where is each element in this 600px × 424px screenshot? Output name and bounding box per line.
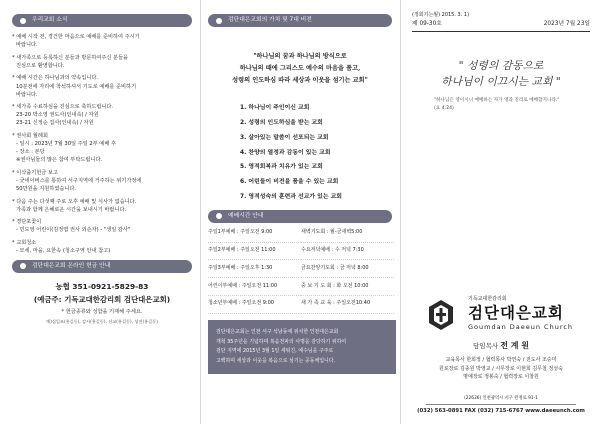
offering-info xyxy=(12,281,192,326)
vision-item: 2. 성령의 인도하심을 받는 교회 xyxy=(240,120,323,127)
news-line: 10분전에 자리에 착석하셔서 기도로 예배를 준비하기 xyxy=(16,83,137,90)
staff-line: 명예장로 정봉숙 / 협력장로 이창원 xyxy=(463,374,539,380)
sermon-verse-ref: (요 4:24) xyxy=(434,106,454,112)
issue-number: 제 09-30호 xyxy=(412,20,442,27)
news-line: ※권사님들의 많은 참여 부탁드립니다. xyxy=(16,157,103,164)
schedule-header xyxy=(208,210,392,223)
vision-statement-line: 하나님의 때에 그리스도 예수의 마음을 품고, xyxy=(239,64,361,72)
sermon-title-line: " 성령의 감동으로 xyxy=(458,59,544,73)
church-name: 검단대은교회 xyxy=(468,303,564,322)
news-item xyxy=(12,74,192,98)
news-line: 진심으로 환영합니다. xyxy=(16,62,65,69)
pastor-label: 담임목사 xyxy=(473,342,499,350)
vision-list xyxy=(208,104,392,202)
news-item xyxy=(12,132,192,164)
account-holder: (예금주: 기독교대한감리회 검단대은교회) xyxy=(33,295,171,305)
vision-header xyxy=(208,14,392,27)
news-item xyxy=(12,218,192,234)
bullet-icon xyxy=(216,213,222,219)
church-logo xyxy=(412,296,590,336)
schedule-cell: 주일3부예배 : 주일오후 1:30 xyxy=(208,260,301,278)
header-rule xyxy=(412,31,590,32)
offering-title: 검단대은교회 온라인 헌금 안내 xyxy=(32,262,111,269)
vision-item: 4. 찬양의 열정과 감동이 있는 교회 xyxy=(240,149,331,156)
news-line: * 새가족으로 등록하신 분들과 방문하여주신 분들을 xyxy=(12,54,129,61)
news-item xyxy=(12,103,192,127)
schedule-cell: 금요찬양기도회 : 금 저녁 8:00 xyxy=(301,260,394,278)
news-item xyxy=(12,54,192,70)
vision-statement-line: "하나님의 꿈과 하나님의 방식으로 xyxy=(253,53,347,60)
denomination: 기독교대한감리회 xyxy=(468,296,507,302)
bank-account: 농협 351-0921-5829-83 xyxy=(55,281,149,291)
news-title: 우리교회 소식 xyxy=(32,17,68,23)
news-line: - 굿네이버스를 통하여 서구지역에 거주하는 위기가정에 xyxy=(16,177,142,184)
church-intro xyxy=(208,320,396,375)
vision-statement-line: 성령의 인도하심 따라 세상과 이웃을 섬기는 교회" xyxy=(232,76,368,84)
news-line: 가족과 함께 은혜로운 시간을 보내시기 바랍니다. xyxy=(16,206,127,213)
church-emblem-icon xyxy=(426,298,456,332)
phone-fax-web: (032) 563-0891 FAX (032) 715-6767 www.daeeunch.com xyxy=(417,407,585,414)
schedule-cell: 청소년부예배 : 주일오전 9:00 xyxy=(208,295,301,313)
news-line: - 장소 : 본당 xyxy=(16,149,45,156)
church-name-english: Goumdan Daeeun Church xyxy=(468,323,574,332)
intro-line: 검단대은교회는 인천 서구 석남동에 위치한 인천대은교회 xyxy=(216,328,339,335)
table-row xyxy=(208,225,394,242)
news-line: * 예배 시작 전, 경건한 마음으로 예배를 준비하여 주시기 xyxy=(12,34,140,40)
news-line: - 일시 : 2023년 7월 30일 주일 2부 예배 후 xyxy=(16,141,116,148)
offering-header xyxy=(12,260,192,273)
staff-line: 원로장로 김종원 박영교 / 시무장로 이현희 김무철 정성숙 xyxy=(439,365,563,372)
news-line: 바랍니다. xyxy=(16,91,38,98)
news-item xyxy=(12,33,192,49)
intro-line: 개척 35주년을 기념하며 복음전파의 사명을 감당하기 위하여 xyxy=(216,338,347,345)
news-line: 50만원을 지원하였습니다. xyxy=(16,185,77,192)
bullet-icon xyxy=(20,263,26,269)
news-line: * 교회청소 xyxy=(12,240,37,247)
intro-line: 고백하며 세상과 이웃을 복음으로 섬기는 공동체입니다. xyxy=(216,358,336,365)
schedule-cell: 중 보 기 도 회 : 화 오전 10:00 xyxy=(301,278,394,296)
vision-item: 3. 살아있는 말씀이 선포되는 교회 xyxy=(240,134,329,141)
news-list xyxy=(12,33,192,255)
news-line: - 민도영 어린이(김정엽 권사 외손자) - "생일 감사" xyxy=(16,227,131,234)
news-line: * 세가족 수료하심을 진심으로 축하드립니다. xyxy=(12,104,114,111)
schedule-cell: 수요저녁예배 : 수 저녁 7:30 xyxy=(301,242,394,260)
sermon-title-line: 하나님이 이끄시는 교회 " xyxy=(441,75,561,89)
intro-line: 검단 지역에 2015년 3월 1일 세워진, 예수님을 구주로 xyxy=(216,348,334,355)
issue-date: 2023년 7월 23일 xyxy=(543,20,590,27)
table-row xyxy=(208,295,394,313)
vision-item: 7. 영적성숙의 훈련과 선교가 있는 교회 xyxy=(240,193,342,200)
left-column xyxy=(0,0,200,424)
news-item xyxy=(12,239,192,255)
sermon-verse-text: "하나님은 영이시니 예배하는 자가 영과 진리로 예배할지니라." xyxy=(434,97,560,103)
schedule-table xyxy=(208,225,394,314)
address: (22636) 인천광역시 서구 완정로 91-1 xyxy=(426,396,576,405)
vision-item: 1. 하나님이 주인이신 교회 xyxy=(240,105,310,112)
vision-statement xyxy=(208,51,392,86)
offering-note: * 헌금종류와 성함을 기재해 주세요. xyxy=(61,308,143,315)
news-item xyxy=(12,169,192,193)
schedule-cell: 주일2부예배 : 주일오전 11:00 xyxy=(208,242,301,260)
table-row xyxy=(208,260,394,278)
middle-column xyxy=(200,0,400,424)
schedule-cell: 주일1부예배 : 주일오전 9:00 xyxy=(208,225,301,242)
staff-list xyxy=(412,356,590,382)
news-line: 바랍니다. xyxy=(16,42,38,49)
table-row xyxy=(208,242,394,260)
news-header xyxy=(12,14,192,27)
schedule-cell: 새 가 족 교 육 : 주일오전10:40 xyxy=(301,295,394,313)
schedule-cell: 어린이부예배 : 주일오전 11:00 xyxy=(208,278,301,296)
table-row xyxy=(208,278,394,296)
bullet-icon xyxy=(216,18,222,24)
news-line: - 모세, 마을, 요한속 (청소구역 안내 참고) xyxy=(16,248,111,255)
schedule-cell: 새벽기도회 : 월-금새벽5:00 xyxy=(301,225,394,242)
staff-line: 교육목사 한희정 / 협력목사 박연숙 / 전도사 조승미 xyxy=(445,357,557,363)
right-column xyxy=(400,0,600,424)
news-line: * 이삭줍기헌금 보고 xyxy=(12,169,58,176)
vision-title: 검단대은교회의 가치 및 7대 비전 xyxy=(228,17,312,23)
pastor-name: 전 계 원 xyxy=(500,341,529,350)
sermon-verse xyxy=(412,97,590,114)
news-line: 23-20 박소영 권도사(인내속) / 자원 xyxy=(16,112,99,119)
news-line: * 예배 시간은 하나님과의 약속입니다. xyxy=(12,75,99,82)
schedule-title: 예배시간 안내 xyxy=(228,212,264,219)
news-line: 23-21 신정순 집사(인내속) / 자원 xyxy=(16,120,94,127)
news-line: * 다음 주는 다섯째 주로 오후 예배 및 식사가 없습니다. xyxy=(12,198,137,205)
sermon-title xyxy=(412,58,590,90)
vision-item: 5. 영적회복과 치유가 있는 교회 xyxy=(240,164,323,171)
news-line: * 경단포꽃이 xyxy=(12,219,42,226)
issue-info xyxy=(412,12,590,32)
offering-categories: 예)십일조(홍길동), 감사(홍길동), 선교(홍길동), 성전(홍길동) xyxy=(46,318,158,324)
vision-item: 6. 어린들이 비전을 품을 수 있는 교회 xyxy=(240,179,339,186)
pastor-info xyxy=(412,340,590,352)
registration-date: (정회기는월) 2015. 3. 1) xyxy=(412,12,470,18)
news-line: * 권사회 월례회 xyxy=(12,133,48,139)
bullet-icon xyxy=(20,18,26,24)
news-item xyxy=(12,198,192,214)
contact-info xyxy=(412,396,590,415)
